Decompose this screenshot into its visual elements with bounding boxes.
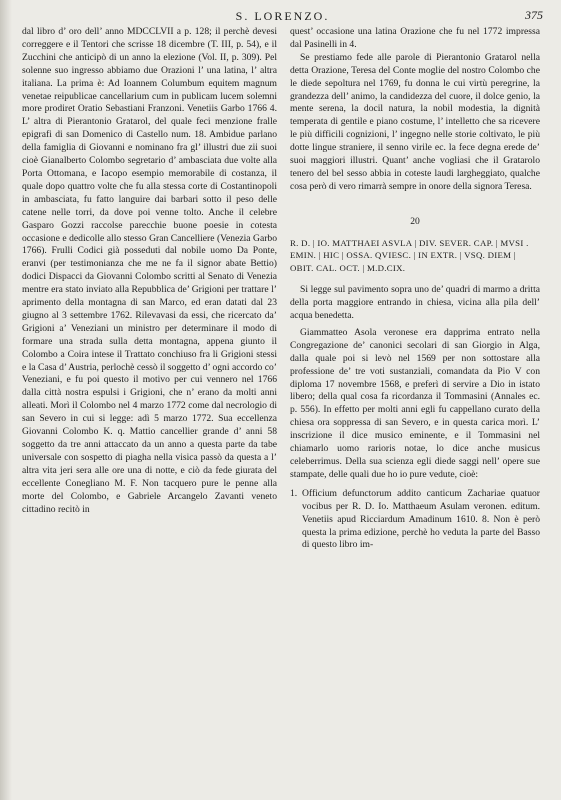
right-column	[290, 26, 540, 552]
paragraph-continuation: quest’ occasione una latina Orazione che fu nel 1772 impressa dal Pasinelli in 4.	[290, 26, 540, 50]
item-text: Officium defunctorum addito canticum Zachariae quatuor vocibus per R. D. Io. Matthaeum Asulam veronen. editum. Venetiis apud Ricciardum Amadinum 1610. 8. Non è però questa la prima edizione, perchè ho veduta la parte del Basso di questo libro im-	[302, 487, 540, 551]
paragraph-location: Si legge sul pavimento sopra uno de’ quadri di marmo a dritta della porta maggiore entrando in chiesa, vicina alla pila dell’ acqua benedetta.	[290, 284, 540, 321]
page-edge-shadow	[0, 0, 12, 800]
epitaph-inscription: R. D. | IO. MATTHAEI ASVLA | DIV. SEVER. CAP. | MVSI . EMIN. | HIC | OSSA. QVIESC. | IN EXTR. | VSQ. DIEM | OBIT. CAL. OCT. | M.D.CIX.	[290, 237, 529, 273]
item-number: 1.	[290, 487, 298, 499]
epitaph-number: 20	[410, 215, 420, 227]
bibliography-item	[290, 488, 540, 553]
page-header	[22, 6, 543, 26]
running-title: S. LORENZO.	[235, 9, 330, 23]
left-column-text: dal libro d’ oro dell’ anno MDCCLVII a p. 128; il perchè devesi correggere e il Tentori che scrisse 18 dicembre (T. III, p. 54), e il Zucchini che anticipò di un anno la elezione (Vol. II, p. 309). Pel solenne suo ingresso abbiamo due Orazioni l’ una latina, l’ altra italiana. La prima è: Ad Ioannem Columbum equitem magnum venetae reipublicae cancellarium cum in publicam lucem solemni more prodiret Oratio Sebastiani Franzoni. Venetiis Garbo 1766 4. L’ altra di Pierantonio Gratarol, del quale feci menzione fralle epigrafi di san Domenico di Castello num. 18. Ambidue parlano della famiglia di Giovanni e nominano fra gl’ illustri due zii suoi cioè Gianalberto Colombo segretario d’ ambasciata due volte alla Porta Ottomana, e Iacopo esempio memorabile di costanza, il quale dopo quattro volte che fu alla stessa corte di Costantinopoli in ambasciata, fu fatto languire dai barbari sotto il peso delle catene nelle torri, da dove poi venne tolto. Anche il celebre Gasparo Gozzi raccolse parecchie buone poesie in cotesta occasione e dedicolle allo stesso Gran Cancelliere (Venezia Garbo 1766). Frulli Codici già posseduti dal nobile uomo Da Ponte, eranvi (per testimonianza che me ne fa il signor abate Bettio) dodici Dispacci da Giovanni Colombo scritti al Senato di Venezia mentre era stato inviato alla Repubblica de’ Grigioni per trattare l’ aprimento della montagna di san Marco, ed eran datati dal 23 giugno al 3 settembre 1762. Rilevavasi da essi, che ricercato da’ Grigioni a’ Veneziani un ministro per determinare il modo di formare una strada sulla detta montagna, appena giunto il Colombo a Coira intese il Trattato conchiuso fra li Grigioni stessi e la Casa d’ Austria, perlochè cessò il soggetto d’ ogni accordo co’ Veneziani, e fu poi questo il motivo per cui vennero nel 1766 dalla città nostra espulsi i Grigioni, che n’ erano da molti anni alleati. Morì il Colombo nel 4 marzo 1772 come dal necrologio di san Severo in cui si legge: adì 5 marzo 1772. Sua eccellenza Giovanni Colombo K. q. Mattio cancellier grande d’ anni 58 soggetto da tre anni attaccato da un anno a questa parte da tabe universale con sospetto di piagha nella visica passò da questa a l’ altra vita jeri sera alle ore una di notte, e ciò da fede giurata del eccellente Conegliano M. F. Non tacquero pure le penne alla morte del Colombo, e Gabriele Arcangelo Zavanti veneto cittadino recitò in	[22, 26, 277, 515]
page-number: 375	[525, 8, 543, 22]
paragraph-asola: Giammatteo Asola veronese era dapprima entrato nella Congregazione de’ canonici secolari di san Giorgio in Alga, dalla quale poi si levò nel 1569 per non sottostare alla professione de’ tre voti sustanziali, comandata da Pio V con diploma 17 novembre 1568, e preferì di servire a Dio in istato libero; della qual cosa fa ricordanza il Tommasini (Annales ec. p. 556). In effetto per molti anni egli fu cappellano curato della chiesa ora soppressa di san Severo, e in questa carica morì. L’ inscrizione il dice musico eminente, e il Tommasini nel chiamarlo uomo rarioris notae, lo dice anche musicus celeberrimus. Della sua scienza egli diede saggi nell’ opere sue stampate, delle quali due ho io pure vedute, cioè:	[290, 326, 540, 480]
left-column	[22, 26, 277, 516]
paragraph-teresa: Se prestiamo fede alle parole di Pierantonio Gratarol nella detta Orazione, Teresa del Conte moglie del nostro Colombo che le diede sepoltura nel 1769, fu donna le cui virtù peregrine, la grandezza dell’ animo, la candidezza del cuore, il dolce genio, la mente serena, la docil natura, la nobil modestia, la dignità temperata di gentile e piano costume, l’ intelletto che sa ricevere le più difficili cognizioni, l’ ingegno nelle storie coltivato, le più dotte lingue straniere, il senno virile ec. la fece degna erede de’ suoi maggiori illustri. Quant’ anche vogliasi che il Gratarolo tenero del bel sesso abbia in coteste laudi largheggiato, qualche cosa però di vero rimarrà sempre in onore della signora Teresa.	[290, 51, 540, 192]
